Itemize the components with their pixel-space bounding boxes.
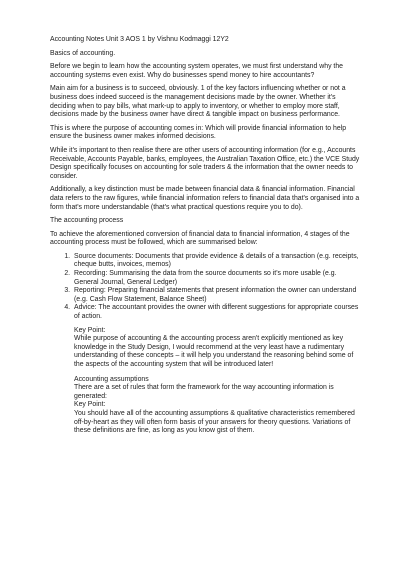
key-point-text-2: You should have all of the accounting assumptions & qualitative characteristics remembered off-by-heart as they will often form basis of your answers for theory questions. Variations of these definitions are fine, as long as you know gist of them.: [74, 409, 355, 435]
paragraph-business-aim: Main aim for a business is to succeed, obviously. 1 of the key factors influencing whether or not a business does indeed succeed is the management decisions made by the owner. Whether it's deciding when to pay bills, what mark-up to apply to inventory, or whether to employ more staff, decisions made by the business owner have direct & tangible impact on business performance.: [50, 85, 346, 119]
list-item-advice: 4. Advice: The accountant provides the owner with different suggestions for appropriate courses of action.: [72, 304, 360, 321]
stages-list: [50, 253, 360, 322]
list-item-reporting: 3. Reporting: Preparing financial statements that present information the owner can understand (e.g. Cash Flow Statement, Balance Sheet): [72, 287, 360, 304]
key-point-text: While purpose of accounting & the accounting process aren't explicitly mentioned as key knowledge in the Study Design, I would recommend at the very least have a rudimentary understanding of these concepts – it will help you understand the reasoning behind some of the aspects of the accounting system that will be introduced later!: [74, 335, 354, 368]
paragraph-users: While it's important to then realise there are other users of accounting information (for e.g., Accounts Receivable, Accounts Payable, banks, employees, the Australian Taxation Office, etc.) the VCE Study Design specifically focuses on accounting for sole traders & the information that the owner needs to consider.: [50, 146, 360, 180]
section-heading-process: The accounting process: [50, 217, 124, 225]
list-item-source-documents: 1. Source documents: Documents that provide evidence & details of a transaction (e.g. receipts, cheque butts, invoices, memos): [72, 253, 360, 270]
key-point-label: Key Point:: [74, 326, 106, 334]
key-point-block: [74, 327, 360, 436]
paragraph-purpose: This is where the purpose of accounting comes in: Which will provide financial information to help ensure the business owner makes informed decisions.: [50, 124, 347, 141]
paragraph-data-vs-information: Additionally, a key distinction must be made between financial data & financial information. Financial data refers to the raw figures, while financial information refers to financial data that's organised into a form that's more understandable (that's what practical questions require you to do).: [50, 186, 360, 211]
paragraph-assumptions-intro: There are a set of rules that form the framework for the way accounting information is generated:: [74, 384, 334, 400]
document-title: Accounting Notes Unit 3 AOS 1 by Vishnu Kodmaggi 12Y2: [50, 36, 229, 43]
paragraph-why-accounting: Before we begin to learn how the accounting system operates, we must first understand why the accounting systems even exist. Why do businesses spend money to hire accountants?: [50, 63, 344, 79]
list-item-recording: 2. Recording: Summarising the data from the source documents so it's more usable (e.g. General Journal, General Ledger): [72, 270, 360, 287]
paragraph-process-intro: To achieve the aforementioned conversion of financial data to financial information, 4 stages of the accounting process must be followed, which are summarised below:: [50, 230, 350, 247]
section-heading-assumptions: Accounting assumptions: [74, 375, 149, 383]
section-heading-basics: Basics of accounting.: [50, 49, 116, 57]
key-point-label-2: Key Point:: [74, 401, 106, 409]
